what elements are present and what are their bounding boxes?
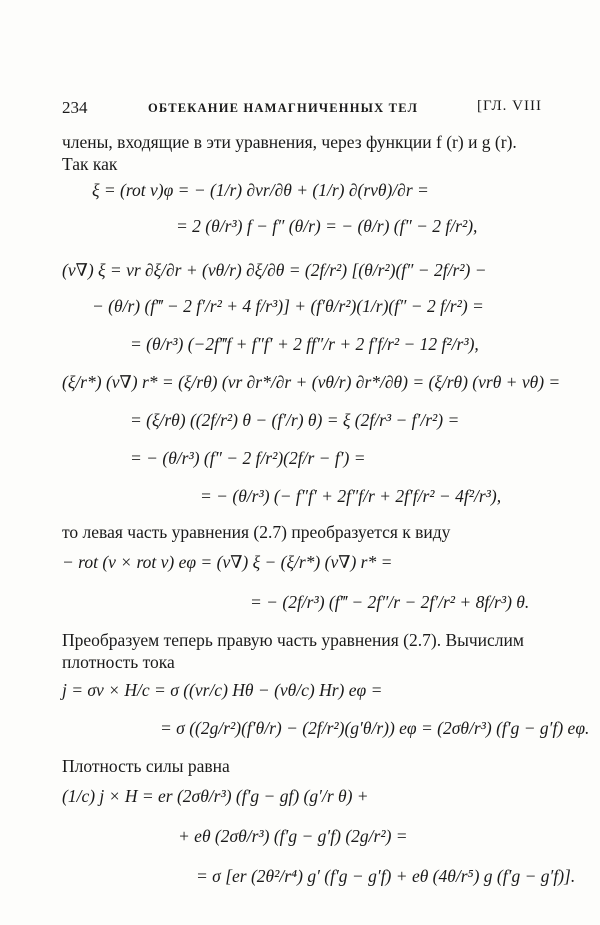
- equation-line: = σ ((2g/r²)(f′θ/r) − (2f/r²)(g′θ/r)) eφ = (2σθ/r³) (f′g − g′f) eφ.: [160, 718, 590, 738]
- equation-line: = (θ/r³) (−2f‴f + f″f′ + 2 ff″/r + 2 f′f/r² − 12 f²/r³),: [130, 334, 479, 354]
- equation-line: = σ [er (2θ²/r⁴) g′ (f′g − g′f) + eθ (4θ/r⁵) g (f′g − g′f)].: [196, 866, 576, 886]
- equation-line: j = σv × H/c = σ ((vr/c) Hθ − (vθ/c) Hr) eφ =: [62, 680, 383, 700]
- running-head: [62, 98, 542, 122]
- chapter-title: ОБТЕКАНИЕ НАМАГНИЧЕННЫХ ТЕЛ: [148, 101, 419, 115]
- text-line: члены, входящие в эти уравнения, через функции f (r) и g (r).: [62, 132, 517, 152]
- chapter-reference: [ГЛ. VIII: [476, 98, 542, 114]
- equation-line: = (ξ/rθ) ((2f/r²) θ − (f′/r) θ) = ξ (2f/r³ − f′/r²) =: [130, 410, 460, 430]
- equation-line: = − (2f/r³) (f‴ − 2f″/r − 2f′/r² + 8f/r³) θ.: [250, 592, 530, 612]
- text-line: плотность тока: [62, 652, 175, 672]
- equation-line: = − (θ/r³) (f″ − 2 f/r²)(2f/r − f′) =: [130, 448, 366, 468]
- equation-line: (1/c) j × H = er (2σθ/r³) (f′g − gf) (g′/r θ) +: [62, 786, 369, 806]
- text-line: Плотность силы равна: [62, 756, 230, 776]
- equation-line: ξ = (rot v)φ = − (1/r) ∂vr/∂θ + (1/r) ∂(rvθ)/∂r =: [92, 180, 429, 200]
- text-line: Так как: [62, 154, 118, 174]
- page-number: 234: [62, 98, 88, 117]
- equation-line: = 2 (θ/r³) f − f″ (θ/r) = − (θ/r) (f″ − 2 f/r²),: [176, 216, 478, 236]
- equation-line: (v∇) ξ = vr ∂ξ/∂r + (vθ/r) ∂ξ/∂θ = (2f/r²) [(θ/r²)(f″ − 2f/r²) −: [62, 260, 487, 280]
- equation-line: − rot (v × rot v) eφ = (v∇) ξ − (ξ/r*) (v∇) r* =: [62, 552, 393, 572]
- equation-line: = − (θ/r³) (− f″f′ + 2f″f/r + 2f′f/r² − 4f²/r³),: [200, 486, 502, 506]
- equation-line: + eθ (2σθ/r³) (f′g − g′f) (2g/r²) =: [178, 826, 408, 846]
- equation-line: − (θ/r) (f‴ − 2 f′/r² + 4 f/r³)] + (f′θ/r²)(1/r)(f″ − 2 f/r²) =: [92, 296, 484, 316]
- text-line: то левая часть уравнения (2.7) преобразуется к виду: [62, 522, 451, 542]
- equation-line: (ξ/r*) (v∇) r* = (ξ/rθ) (vr ∂r*/∂r + (vθ/r) ∂r*/∂θ) = (ξ/rθ) (vrθ + vθ) =: [62, 372, 561, 392]
- text-line: Преобразуем теперь правую часть уравнения (2.7). Вычислим: [62, 630, 524, 650]
